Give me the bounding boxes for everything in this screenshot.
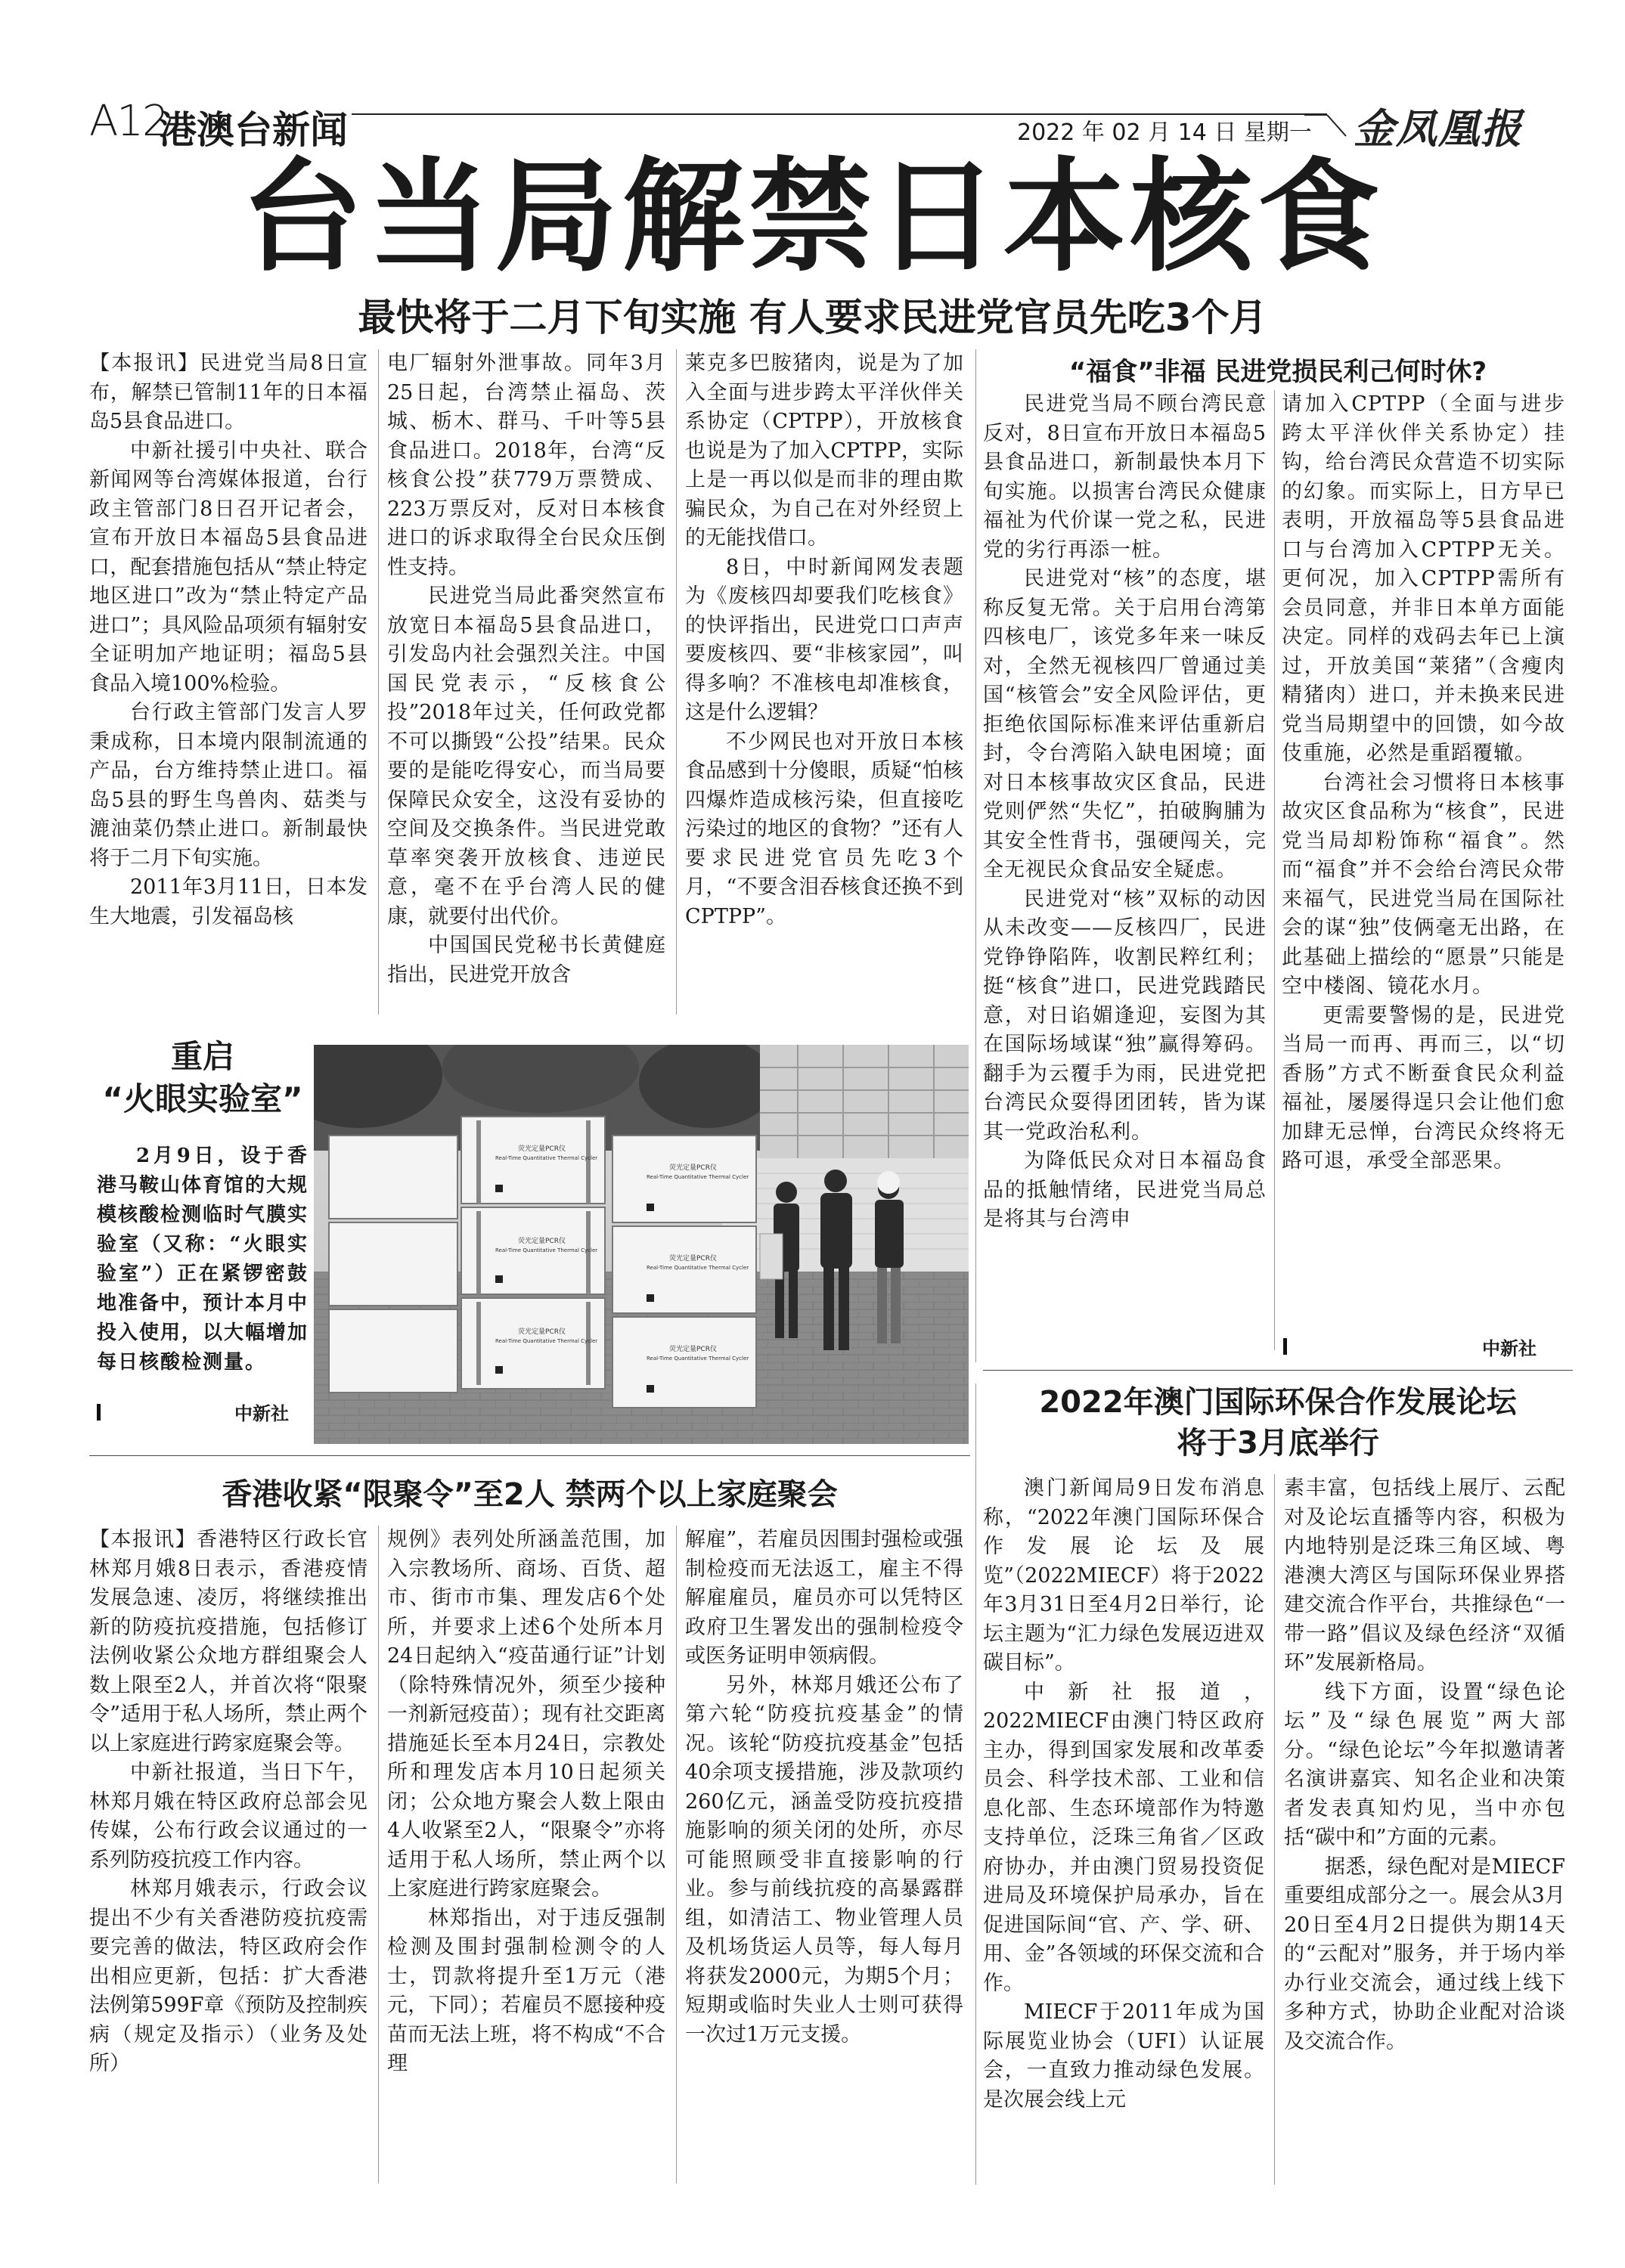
page-number: A12 [89, 97, 168, 146]
paragraph: 澳门新闻局9日发布消息称，“2022年澳门国际环保合作发展论坛及展览”（2022MIECF）将于2022年3月31日至4月2日举行，论坛主题为“汇力绿色发展迈进双碳目标”。 [983, 1476, 1264, 1675]
photo-title-line-1: 重启 [170, 1038, 234, 1075]
column-divider [975, 1383, 976, 2185]
macau-headline-line-2: 将于3月底举行 [1177, 1426, 1379, 1461]
lead-subheadline: 最快将于二月下旬实施 有人要求民进党官员先吃3个月 [358, 296, 1267, 339]
crate-label: 荧光定量PCR仪 [669, 1346, 717, 1353]
column-divider [975, 349, 976, 1362]
paragraph: 规例》表列处所涵盖范围，加入宗教场所、商场、百货、超市、街市市集、理发店6个处所，并要求上述6个处所本月24日起纳入“疫苗通行证”计划（除特殊情况外，须至少接种一剂新冠疫苗）；现有社交距离措施延长至本月24日，宗教处所和理发店本月10日起须关闭；公众地方聚会人数上限由4人收紧至2人，“限聚令”亦将适用于私人场所，禁止两个以上家庭进行跨家庭聚会。 [387, 1528, 665, 1901]
lead-column-3 [685, 349, 963, 931]
end-mark [97, 1404, 101, 1421]
paragraph: 不少网民也对开放日本核食品感到十分傻眼，质疑“怕核四爆炸造成核污染，但直接吃污染过的地区的食物？”还有人要求民进党官员先吃3个月，“不要含泪吞核食还换不到CPTPP”。 [685, 730, 963, 928]
paragraph: 林郑指出，对于违反强制检测及围封强制检测令的人士，罚款将提升至1万元（港元，下同）；若雇员不愿接种疫苗而无法上班，将不构成“不合理 [387, 1906, 665, 2075]
paragraph: 素丰富，包括线上展厅、云配对及论坛直播等内容，积极为内地特别是泛珠三角区域、粤港澳大湾区与国际环保业界搭建交流合作平台，共推绿色“一带一路”倡议及绿色经济“双循环”发展新格局。 [1284, 1476, 1565, 1675]
section-divider [89, 1455, 970, 1456]
crate-label: 荧光定量PCR仪 [518, 1145, 566, 1153]
crate-label: 荧光定量PCR仪 [669, 1255, 717, 1263]
paragraph: 中国国民党秘书长黄健庭指出，民进党开放含 [387, 934, 665, 987]
photo-title [89, 1036, 316, 1120]
photo-credit: 中新社 [234, 1403, 289, 1424]
paragraph: 解雇”，若雇员因围封强检或强制检疫而无法返工，雇主不得解雇雇员，雇员亦可以凭特区政府卫生署发出的强制检疫令或医务证明申领病假。 [685, 1528, 963, 1668]
column-divider [378, 1526, 379, 2183]
column-divider [378, 349, 379, 1015]
paragraph: 电厂辐射外泄事故。同年3月25日起，台湾禁止福岛、茨城、栃木、群马、千叶等5县食品进口。2018年，台湾“反核食公投”获779万票赞成、223万票反对，反对日本核食进口的诉求取得全台民众压倒性支持。 [387, 352, 666, 579]
column-divider [676, 1526, 677, 2183]
paragraph: 莱克多巴胺猪肉，说是为了加入全面与进步跨太平洋伙伴关系协定（CPTPP），开放核食也说是为了加入CPTPP，实际上是一再以似是而非的理由欺骗民众，为自己在对外经贸上的无能找借口。 [685, 352, 963, 550]
photo-caption [97, 1142, 309, 1377]
issue-date: 2022 年 02 月 14 日 星期一 [1017, 119, 1312, 146]
end-mark [1283, 1338, 1287, 1355]
paragraph: 请加入CPTPP（全面与进步跨太平洋伙伴关系协定）挂钩，给台湾民众营造不切实际的幻象。而实际上，日方早已表明，开放福岛等5县食品进口与台湾加入CPTPP无关。更何况，加入CPTPP需所有会员同意，并非日本单方面能决定。同样的戏码去年已上演过，开放美国“莱猪”（含瘦肉精猪肉）进口，并未换来民进党当局期望中的回馈，如今故伎重施，必然是重蹈覆辙。 [1282, 392, 1565, 765]
crate-label: 荧光定量PCR仪 [518, 1238, 566, 1245]
paragraph: 民进党当局此番突然宣布放宽日本福岛5县食品进口，引发岛内社会强烈关注。中国国民党表示，“反核食公投”2018年过关，任何政党都不可以撕毁“公投”结果。民众要的是能吃得安心，而当局要保障民众安全，这没有妥协的空间及交换条件。当民进党敢草率突袭开放核食、违逆民意，毫不在乎台湾人民的健康，就要付出代价。 [387, 584, 665, 928]
macau-headline-line-1: 2022年澳门国际环保合作发展论坛 [1039, 1385, 1517, 1420]
photo-title-line-2: “火眼实验室” [102, 1080, 303, 1117]
commentary-column-2 [1282, 390, 1565, 1176]
paragraph: 民进党对“核”的态度，堪称反复无常。关于启用台湾第四核电厂，该党多年来一味反对，全然无视核四厂曾通过美国“核管会”安全风险评估，更拒绝依国际标准来评估重新启封，令台湾陷入缺电困境；面对日本核事故灾区食品，民进党则俨然“失忆”，拍破胸脯为其安全性背书，强硬闯关，完全无视民众食品安全疑虑。 [983, 567, 1267, 881]
commentary-title: “福食”非福 民进党损民利己何时休? [1068, 357, 1487, 387]
masthead-slash [1304, 106, 1350, 140]
lead-headline: 台当局解禁日本核食 [240, 147, 1385, 289]
paragraph: 2月9日，设于香港马鞍山体育馆的大规模核酸检测临时气膜实验室（又称：“火眼实验室”）正在紧锣密鼓地准备中，预计本月中投入使用，以大幅增加每日核酸检测量。 [97, 1145, 309, 1374]
paragraph: 中新社报道，2022MIECF由澳门特区政府主办，得到国家发展和改革委员会、科学技术部、工业和信息化部、生态环境部作为特邀支持单位，泛珠三角省／区政府协办，并由澳门贸易投资促进局及环境保护局承办，旨在促进国际间“官、产、学、研、用、金”各领域的环保交流和合作。 [983, 1680, 1264, 1995]
paragraph: 线下方面，设置“绿色论坛”及“绿色展览”两大部分。“绿色论坛”今年拟邀请著名演讲嘉宾、知名企业和决策者发表真知灼见，当中亦包括“碳中和”方面的元素。 [1284, 1680, 1565, 1849]
paragraph: MIECF于2011年成为国际展览业协会（UFI）认证展会，一直致力推动绿色发展。是次展会线上元 [983, 2000, 1264, 2112]
paragraph: 据悉，绿色配对是MIECF重要组成部分之一。展会从3月20日至4月2日提供为期14天的“云配对”服务，并于场内举办行业交流会，通过线上线下多种方式，协助企业配对洽谈及交流合作。 [1284, 1854, 1565, 2053]
hk-column-2 [387, 1526, 665, 2079]
paragraph: 2011年3月11日，日本发生大地震，引发福岛核 [89, 875, 367, 928]
paragraph: 【本报讯】香港特区行政长官林郑月娥8日表示，香港疫情发展急速、凌厉，将继续推出新的防疫抗疫措施，包括修订法例收紧公众地方群组聚会人数上限至2人，并首次将“限聚令”适用于私人场所，禁止两个以上家庭进行跨家庭聚会等。 [89, 1528, 367, 1755]
paragraph: 民进党对“核”双标的动因从未改变——反核四厂，民进党铮铮陷阵，收割民粹红利；挺“核食”进口，民进党践踏民意，对日谄媚逢迎，妄图为其在国际场域谋“独”赢得筹码。翻手为云覆手为雨，民进党把台湾民众耍得团团转，皆为谋其一党政治私利。 [983, 887, 1267, 1144]
hk-column-1 [89, 1526, 367, 2079]
paragraph: 林郑月娥表示，行政会议提出不少有关香港防疫抗疫需要完善的做法，特区政府会作出相应更新，包括：扩大香港法例第599F章《预防及控制疾病（规定及指示）（业务及处所） [89, 1877, 367, 2075]
paragraph: 【本报讯】民进党当局8日宣布，解禁已管制11年的日本福岛5县食品进口。 [89, 352, 367, 433]
crate-label: Real-Time Quantitative Thermal Cycler [647, 1174, 749, 1180]
column-divider [676, 349, 677, 1015]
crate-label: 荧光定量PCR仪 [518, 1328, 566, 1336]
crate-label: Real-Time Quantitative Thermal Cycler [647, 1265, 749, 1271]
crate-label: Real-Time Quantitative Thermal Cycler [495, 1155, 598, 1161]
lead-column-1 [89, 349, 367, 931]
section-name: 港澳台新闻 [159, 108, 348, 152]
macau-column-1 [983, 1474, 1264, 2115]
column-divider [1274, 1474, 1275, 2185]
crate-label: Real-Time Quantitative Thermal Cycler [495, 1247, 598, 1253]
paragraph: 民进党当局不顾台湾民意反对，8日宣布开放日本福岛5县食品进口，新制最快本月下旬实施。以损害台湾民众健康福祉为代价谋一党之私，民进党的劣行再添一桩。 [983, 392, 1267, 562]
paragraph: 台行政主管部门发言人罗秉成称，日本境内限制流通的产品，台方维持禁止进口。福岛5县的野生鸟兽肉、菇类与漉油菜仍禁止进口。新制最快将于二月下旬实施。 [89, 701, 367, 870]
photo-lab-crates [314, 1045, 969, 1444]
crate-label: Real-Time Quantitative Thermal Cycler [495, 1338, 598, 1344]
paragraph: 8日，中时新闻网发表题为《废核四却要我们吃核食》的快评指出，民进党口口声声要废核四、要“非核家园”，叫得多响？不准核电却准核食，这是什么逻辑？ [685, 555, 963, 724]
macau-headline [983, 1382, 1573, 1464]
brand-logo: 金凤凰报 [1354, 104, 1523, 153]
paragraph: 另外，林郑月娥还公布了第六轮“防疫抗疫基金”的情况。该轮“防疫抗疫基金”包括40余项支援措施，涉及款项约260亿元，涵盖受防疫抗疫措施影响的须关闭的处所，亦尽可能照顾受非直接影响的行业。参与前线抗疫的高暴露群组，如清洁工、物业管理人员及机场货运人员等，每人每月将获发2000元，为期5个月；短期或临时失业人士则可获得一次过1万元支援。 [685, 1673, 963, 2046]
lead-column-2 [387, 349, 665, 990]
paragraph: 中新社援引中央社、联合新闻网等台湾媒体报道，台行政主管部门8日召开记者会，宣布开放日本福岛5县食品进口，配套措施包括从“禁止特定地区进口”改为“禁止特定产品进口”；具风险品项须有辐射安全证明加产地证明；福岛5县食品入境100%检验。 [89, 438, 367, 696]
commentary-column-1 [983, 390, 1267, 1235]
paragraph: 更需要警惕的是，民进党当局一而再、再而三，以“切香肠”方式不断蚕食民众利益福祉，屡屡得逞只会让他们愈加肆无忌惮，台湾民众终将无路可退，承受全部恶果。 [1282, 1003, 1565, 1173]
crate-label: 荧光定量PCR仪 [669, 1164, 717, 1172]
paragraph: 中新社报道，当日下午，林郑月娥在特区政府总部会见传媒，公布行政会议通过的一系列防疫抗疫工作内容。 [89, 1761, 367, 1872]
section-divider [983, 1370, 1573, 1371]
column-divider [1274, 390, 1275, 1350]
crate-label: Real-Time Quantitative Thermal Cycler [647, 1356, 749, 1362]
commentary-credit: 中新社 [1482, 1338, 1537, 1359]
hk-headline: 香港收紧“限聚令”至2人 禁两个以上家庭聚会 [222, 1477, 838, 1512]
paragraph: 为降低民众对日本福岛食品的抵触情绪，民进党当局总是将其与台湾申 [983, 1149, 1267, 1231]
macau-column-2 [1284, 1474, 1565, 2056]
paragraph: 台湾社会习惯将日本核事故灾区食品称为“核食”，民进党当局却粉饰称“福食”。然而“福食”并不会给台湾民众带来福气，民进党当局在国际社会的谋“独”伎俩毫无出路，在此基础上描绘的“愿景”只能是空中楼阁、镜花水月。 [1282, 770, 1565, 998]
hk-column-3 [685, 1526, 963, 2050]
